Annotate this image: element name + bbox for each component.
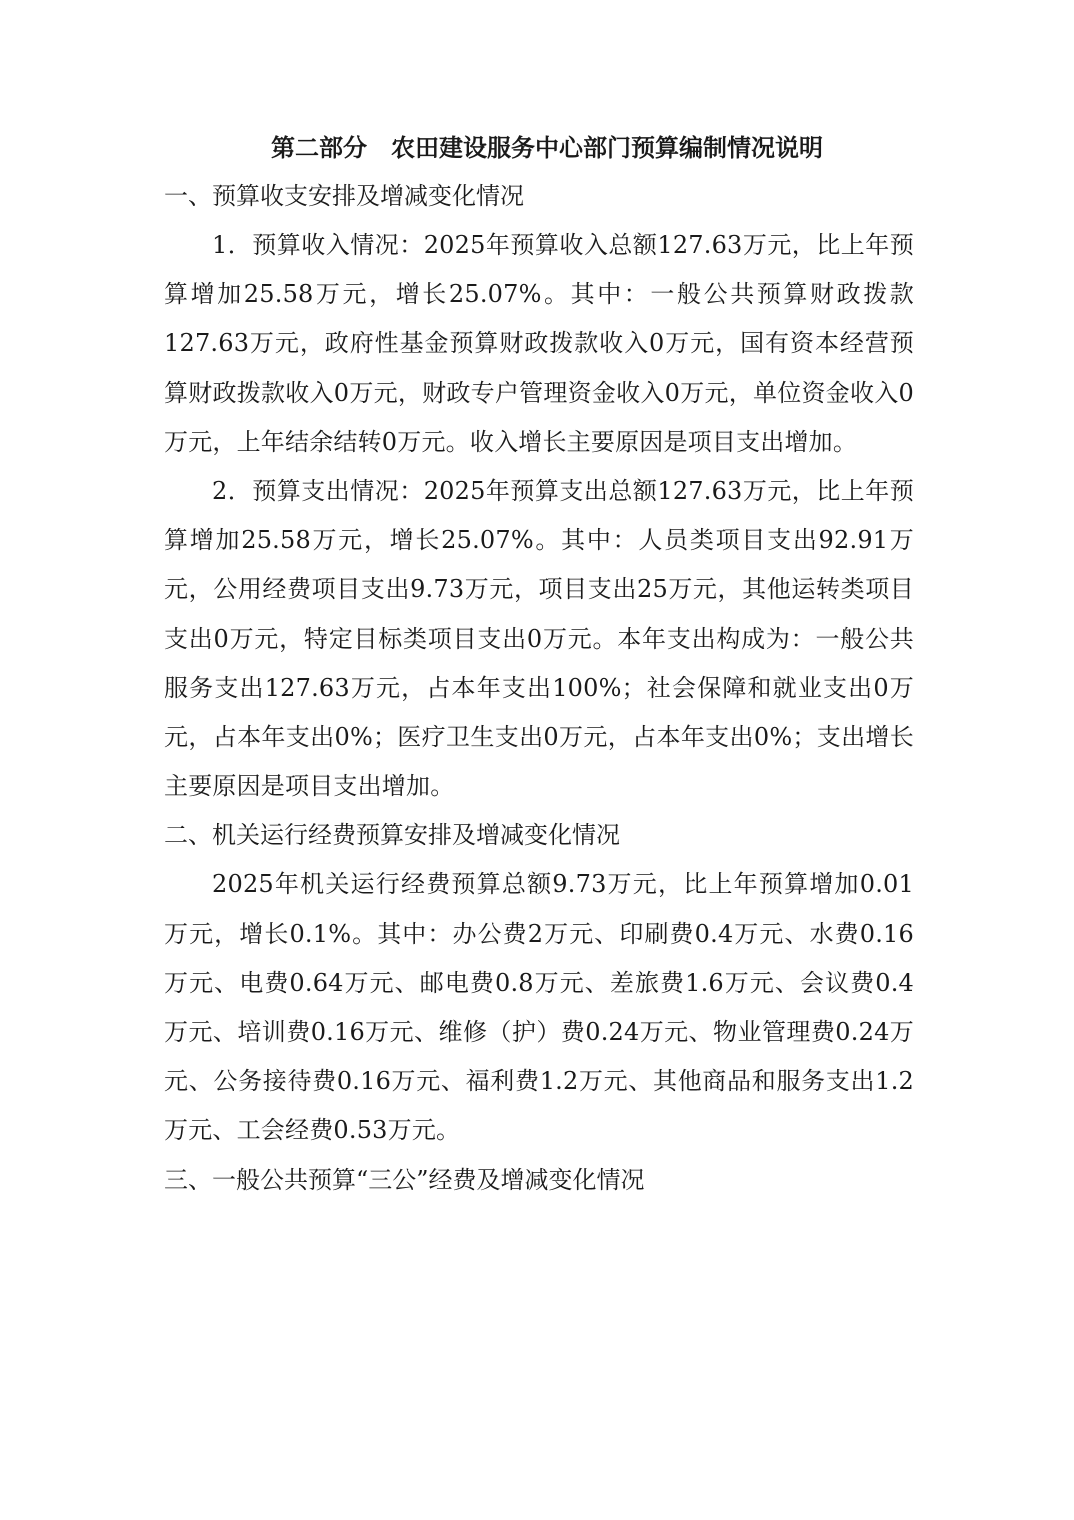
paragraph-budget-income: 1．预算收入情况：2025年预算收入总额127.63万元，比上年预算增加25.58万元，增长25.07%。其中：一般公共预算财政拨款127.63万元，政府性基金预算财政拨款收入0万元，国有资本经营预算财政拨款收入0万元，财政专户管理资金收入0万元，单位资金收入0万元，上年结余结转0万元。收入增长主要原因是项目支出增加。 xyxy=(164,231,914,456)
paragraph-budget-expenditure: 2．预算支出情况：2025年预算支出总额127.63万元，比上年预算增加25.58万元，增长25.07%。其中：人员类项目支出92.91万元，公用经费项目支出9.73万元，项目支出25万元，其他运转类项目支出0万元，特定目标类项目支出0万元。本年支出构成为：一般公共服务支出127.63万元，占本年支出100%；社会保障和就业支出0万元，占本年支出0%；医疗卫生支出0万元，占本年支出0%；支出增长主要原因是项目支出增加。 xyxy=(164,477,914,801)
section-budget-income-expenditure xyxy=(164,172,914,811)
document-page xyxy=(164,124,914,1205)
document-title: 第二部分 农田建设服务中心部门预算编制情况说明 xyxy=(271,134,823,162)
section-operating-expenses xyxy=(164,811,914,1155)
section-heading: 一、预算收支安排及增减变化情况 xyxy=(164,182,524,210)
section-heading: 二、机关运行经费预算安排及增减变化情况 xyxy=(164,821,620,850)
section-heading: 三、一般公共预算“三公”经费及增减变化情况 xyxy=(164,1165,645,1194)
section-three-public-expenses xyxy=(164,1156,914,1205)
paragraph-operating-expenses: 2025年机关运行经费预算总额9.73万元，比上年预算增加0.01万元，增长0.1%。其中：办公费2万元、印刷费0.4万元、水费0.16万元、电费0.64万元、邮电费0.8万元、差旅费1.6万元、会议费0.4万元、培训费0.16万元、维修（护）费0.24万元、物业管理费0.24万元、公务接待费0.16万元、福利费1.2万元、其他商品和服务支出1.2万元、工会经费0.53万元。 xyxy=(164,870,914,1145)
